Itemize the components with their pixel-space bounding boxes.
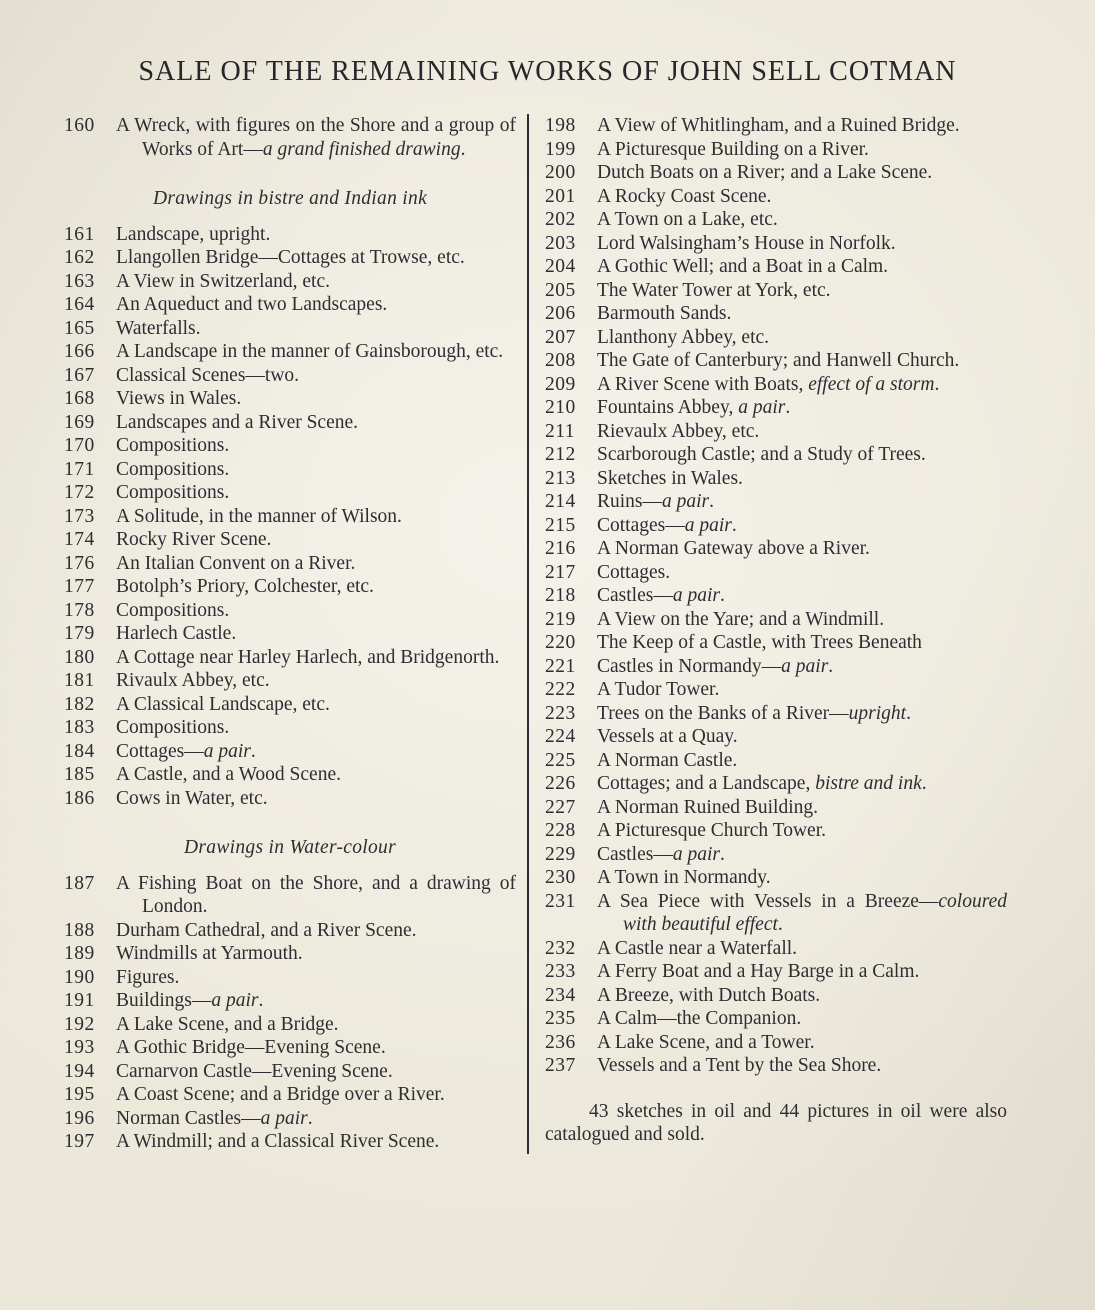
lot-number: 166	[64, 341, 95, 362]
lot-description: Landscape, upright.	[116, 223, 271, 245]
closing-note: 43 sketches in oil and 44 pictures in oil were also catalogued and sold.	[545, 1100, 1007, 1145]
lot-entry	[545, 537, 1007, 561]
lot-entry	[545, 608, 1007, 632]
lot-entry	[64, 1036, 516, 1060]
lot-entry	[64, 599, 516, 623]
lot-number: 208	[545, 350, 576, 371]
lot-description: A Norman Ruined Building.	[597, 796, 818, 818]
lot-entry	[545, 725, 1007, 749]
lot-description: A Gothic Bridge—Evening Scene.	[116, 1037, 386, 1058]
lot-number: 164	[64, 294, 95, 315]
lot-number: 237	[545, 1055, 576, 1076]
lot-description: Sketches in Wales.	[597, 467, 743, 489]
lot-description: A Solitude, in the manner of Wilson.	[116, 505, 402, 527]
lot-number: 180	[64, 646, 95, 668]
lot-description: A Lake Scene, and a Tower.	[597, 1031, 815, 1053]
lot-description: The Gate of Canterbury; and Hanwell Church.	[597, 350, 960, 371]
section-heading: Drawings in Water-colour	[184, 837, 396, 858]
lot-entry	[545, 302, 1007, 326]
lot-number: 206	[545, 303, 576, 324]
lot-number: 223	[545, 702, 576, 724]
lot-entry	[64, 919, 516, 943]
lot-entry	[545, 866, 1007, 890]
lot-entry	[64, 552, 516, 576]
lot-description: Carnarvon Castle—Evening Scene.	[116, 1060, 393, 1082]
lot-description: A Fishing Boat on the Shore, and a drawing of London.	[116, 872, 516, 917]
lot-description: Fountains Abbey, a pair.	[597, 397, 791, 418]
lot-number: 170	[64, 435, 95, 456]
lot-entry	[545, 561, 1007, 585]
lot-entry	[64, 787, 516, 811]
lot-number: 228	[545, 820, 576, 841]
lot-description: Windmills at Yarmouth.	[116, 943, 303, 964]
lot-number: 220	[545, 632, 576, 653]
lot-entry	[64, 434, 516, 458]
lot-description: A Castle near a Waterfall.	[597, 937, 798, 959]
lot-description: Rievaulx Abbey, etc.	[597, 420, 760, 442]
lot-number: 232	[545, 937, 576, 959]
lot-number: 204	[545, 256, 576, 277]
lot-description: Cottages.	[597, 561, 671, 583]
lot-number: 207	[545, 326, 576, 348]
lot-entry	[64, 411, 516, 435]
lot-entry	[545, 772, 1007, 796]
lot-number: 215	[545, 514, 576, 536]
lot-description: Cottages—a pair.	[116, 740, 256, 762]
lot-entry	[545, 420, 1007, 444]
lot-description: A Breeze, with Dutch Boats.	[597, 984, 821, 1006]
lot-entry	[545, 584, 1007, 608]
lot-number: 209	[545, 373, 576, 395]
lot-number: 193	[64, 1037, 95, 1058]
lot-description: Ruins—a pair.	[597, 491, 715, 512]
lot-description: Cows in Water, etc.	[116, 787, 268, 809]
lot-number: 211	[545, 420, 576, 442]
lot-number: 218	[545, 585, 576, 606]
lot-number: 217	[545, 561, 576, 583]
lot-description: Norman Castles—a pair.	[116, 1107, 313, 1129]
lot-entry	[545, 655, 1007, 679]
lot-description: Buildings—a pair.	[116, 990, 264, 1011]
lot-description: Rocky River Scene.	[116, 529, 272, 550]
lot-entry	[545, 1007, 1007, 1031]
lot-description: A Lake Scene, and a Bridge.	[116, 1013, 339, 1035]
lot-description: Vessels and a Tent by the Sea Shore.	[597, 1055, 882, 1076]
lot-entry	[64, 317, 516, 341]
lot-description: A Classical Landscape, etc.	[116, 693, 330, 715]
lot-number: 202	[545, 209, 576, 230]
lot-number: 229	[545, 843, 576, 865]
lot-description: A River Scene with Boats, effect of a storm.	[597, 373, 940, 395]
lot-entry	[545, 937, 1007, 961]
lot-description: An Italian Convent on a River.	[116, 552, 356, 574]
lot-description: Llangollen Bridge—Cottages at Trowse, etc.	[116, 247, 465, 268]
lot-description: Compositions.	[116, 482, 230, 503]
lot-entry	[545, 960, 1007, 984]
lot-entry	[545, 396, 1007, 420]
lot-entry	[545, 490, 1007, 514]
lot-entry	[545, 161, 1007, 185]
catalog-columns	[64, 114, 1007, 1154]
lot-entry	[64, 622, 516, 646]
lot-number: 194	[64, 1060, 95, 1082]
lot-description: Compositions.	[116, 435, 230, 456]
lot-entry	[545, 796, 1007, 820]
lot-description: Compositions.	[116, 599, 230, 621]
lot-number: 222	[545, 679, 576, 700]
lot-entry	[545, 749, 1007, 773]
lot-entry	[545, 443, 1007, 467]
lot-entry	[545, 232, 1007, 256]
lot-entry	[64, 942, 516, 966]
catalog-right-column	[529, 114, 1007, 1154]
lot-entry	[64, 1130, 516, 1154]
lot-number: 187	[64, 872, 95, 894]
lot-description: Llanthony Abbey, etc.	[597, 326, 770, 348]
lot-number: 161	[64, 223, 95, 245]
lot-number: 205	[545, 279, 576, 301]
lot-description: Scarborough Castle; and a Study of Trees.	[597, 444, 926, 465]
lot-number: 226	[545, 773, 576, 794]
lot-number: 236	[545, 1031, 576, 1053]
catalog-left-column	[64, 114, 516, 1154]
lot-description: A Picturesque Building on a River.	[597, 138, 869, 160]
lot-entry	[64, 740, 516, 764]
lot-number: 214	[545, 491, 576, 512]
lot-number: 221	[545, 655, 576, 677]
lot-description: A View of Whitlingham, and a Ruined Bridge.	[597, 115, 960, 136]
lot-description: A Sea Piece with Vessels in a Breeze—coloured with beautiful effect.	[597, 890, 1007, 935]
lot-entry	[545, 984, 1007, 1008]
lot-entry	[545, 138, 1007, 162]
lot-entry	[64, 364, 516, 388]
lot-entry	[64, 505, 516, 529]
lot-number: 181	[64, 670, 95, 691]
lot-entry	[64, 246, 516, 270]
lot-number: 197	[64, 1131, 95, 1152]
lot-entry	[64, 966, 516, 990]
lot-description: Views in Wales.	[116, 388, 242, 409]
lot-number: 231	[545, 890, 576, 912]
lot-description: A View on the Yare; and a Windmill.	[597, 608, 885, 630]
lot-number: 185	[64, 764, 95, 785]
lot-entry	[64, 763, 516, 787]
lot-number: 173	[64, 505, 95, 527]
lot-description: A Windmill; and a Classical River Scene.	[116, 1131, 440, 1152]
lot-entry	[64, 223, 516, 247]
lot-number: 162	[64, 247, 95, 268]
lot-description: A Wreck, with figures on the Shore and a group of Works of Art—a grand finished drawing.	[116, 115, 516, 160]
lot-number: 169	[64, 411, 95, 433]
lot-number: 198	[545, 115, 576, 136]
lot-entry	[64, 669, 516, 693]
lot-description: A Rocky Coast Scene.	[597, 185, 772, 207]
lot-description: Compositions.	[116, 717, 230, 738]
lot-entry	[64, 458, 516, 482]
lot-description: Castles—a pair.	[597, 843, 725, 865]
lot-entry	[64, 293, 516, 317]
lot-entry	[64, 387, 516, 411]
lot-description: The Keep of a Castle, with Trees Beneath	[597, 632, 922, 653]
lot-entry	[64, 872, 516, 919]
lot-entry	[545, 678, 1007, 702]
lot-number: 179	[64, 623, 95, 644]
lot-number: 167	[64, 364, 95, 386]
lot-description: Figures.	[116, 966, 180, 988]
lot-description: A Tudor Tower.	[597, 679, 720, 700]
lot-number: 176	[64, 552, 95, 574]
lot-number: 216	[545, 538, 576, 559]
lot-description: A Gothic Well; and a Boat in a Calm.	[597, 256, 889, 277]
lot-description: Cottages; and a Landscape, bistre and ink.	[597, 773, 927, 794]
lot-number: 188	[64, 919, 95, 941]
lot-description: Rivaulx Abbey, etc.	[116, 670, 270, 691]
lot-entry	[64, 1060, 516, 1084]
lot-description: The Water Tower at York, etc.	[597, 279, 831, 301]
lot-description: Cottages—a pair.	[597, 514, 737, 536]
lot-description: A Calm—the Companion.	[597, 1008, 802, 1029]
lot-entry	[545, 208, 1007, 232]
lot-description: A View in Switzerland, etc.	[116, 270, 331, 292]
lot-description: Vessels at a Quay.	[597, 726, 738, 747]
lot-number: 201	[545, 185, 576, 207]
lot-description: Lord Walsingham’s House in Norfolk.	[597, 232, 896, 254]
lot-entry	[64, 1107, 516, 1131]
lot-number: 227	[545, 796, 576, 818]
lot-description: Dutch Boats on a River; and a Lake Scene.	[597, 162, 933, 183]
lot-number: 183	[64, 717, 95, 738]
lot-number: 165	[64, 317, 95, 339]
lot-number: 200	[545, 162, 576, 183]
lot-number: 212	[545, 444, 576, 465]
lot-number: 174	[64, 529, 95, 550]
lot-number: 178	[64, 599, 95, 621]
lot-entry	[64, 693, 516, 717]
lot-entry	[545, 890, 1007, 937]
lot-entry	[64, 528, 516, 552]
lot-entry	[64, 716, 516, 740]
page-title: SALE OF THE REMAINING WORKS OF JOHN SELL COTMAN	[138, 56, 957, 87]
lot-entry	[545, 185, 1007, 209]
lot-description: Durham Cathedral, and a River Scene.	[116, 919, 417, 941]
lot-entry	[64, 114, 516, 161]
lot-entry	[64, 270, 516, 294]
lot-entry	[545, 631, 1007, 655]
lot-description: A Town in Normandy.	[597, 867, 771, 888]
lot-description: A Castle, and a Wood Scene.	[116, 764, 341, 785]
lot-number: 230	[545, 867, 576, 888]
lot-number: 234	[545, 984, 576, 1006]
lot-number: 189	[64, 943, 95, 964]
lot-number: 182	[64, 693, 95, 715]
lot-number: 171	[64, 458, 95, 480]
lot-description: Barmouth Sands.	[597, 303, 732, 324]
lot-description: Landscapes and a River Scene.	[116, 411, 359, 433]
lot-number: 184	[64, 740, 95, 762]
lot-entry	[545, 819, 1007, 843]
lot-description: A Cottage near Harley Harlech, and Bridgenorth.	[116, 646, 500, 668]
lot-description: Compositions.	[116, 458, 230, 480]
lot-number: 190	[64, 966, 95, 988]
lot-description: Waterfalls.	[116, 317, 201, 339]
lot-entry	[64, 989, 516, 1013]
lot-description: A Picturesque Church Tower.	[597, 820, 826, 841]
lot-number: 163	[64, 270, 95, 292]
lot-number: 203	[545, 232, 576, 254]
lot-number: 191	[64, 990, 95, 1011]
lot-entry	[545, 279, 1007, 303]
lot-number: 168	[64, 388, 95, 409]
lot-entry	[545, 326, 1007, 350]
lot-entry	[64, 575, 516, 599]
lot-description: A Norman Castle.	[597, 749, 738, 771]
lot-entry	[545, 373, 1007, 397]
lot-description: Botolph’s Priory, Colchester, etc.	[116, 576, 374, 597]
lot-entry	[545, 514, 1007, 538]
lot-number: 224	[545, 726, 576, 747]
lot-description: Classical Scenes—two.	[116, 364, 300, 386]
lot-entry	[545, 467, 1007, 491]
lot-description: An Aqueduct and two Landscapes.	[116, 294, 388, 315]
lot-description: Castles in Normandy—a pair.	[597, 655, 834, 677]
lot-number: 195	[64, 1084, 95, 1105]
lot-entry	[545, 255, 1007, 279]
lot-entry	[545, 1031, 1007, 1055]
lot-number: 225	[545, 749, 576, 771]
lot-entry	[545, 702, 1007, 726]
lot-number: 233	[545, 961, 576, 982]
lot-entry	[64, 481, 516, 505]
lot-entry	[64, 1013, 516, 1037]
lot-entry	[64, 646, 516, 670]
section-heading: Drawings in bistre and Indian ink	[152, 188, 428, 209]
lot-description: A Landscape in the manner of Gainsborough, etc.	[116, 341, 504, 362]
lot-entry	[545, 114, 1007, 138]
lot-entry	[545, 843, 1007, 867]
lot-description: Harlech Castle.	[116, 623, 237, 644]
lot-number: 186	[64, 787, 95, 809]
lot-description: Castles—a pair.	[597, 585, 725, 606]
lot-entry	[545, 1054, 1007, 1078]
lot-entry	[545, 349, 1007, 373]
lot-entry	[64, 1083, 516, 1107]
lot-description: Trees on the Banks of a River—upright.	[597, 702, 911, 724]
lot-number: 177	[64, 576, 95, 597]
lot-number: 199	[545, 138, 576, 160]
lot-entry	[64, 340, 516, 364]
lot-description: A Town on a Lake, etc.	[597, 209, 778, 230]
lot-description: A Coast Scene; and a Bridge over a River.	[116, 1084, 445, 1105]
lot-description: A Norman Gateway above a River.	[597, 538, 870, 559]
lot-description: A Ferry Boat and a Hay Barge in a Calm.	[597, 961, 920, 982]
lot-number: 172	[64, 482, 95, 503]
lot-number: 213	[545, 467, 576, 489]
lot-number: 196	[64, 1107, 95, 1129]
lot-number: 235	[545, 1008, 576, 1029]
lot-number: 192	[64, 1013, 95, 1035]
lot-number: 219	[545, 608, 576, 630]
lot-number: 160	[64, 115, 95, 136]
lot-number: 210	[545, 397, 576, 418]
